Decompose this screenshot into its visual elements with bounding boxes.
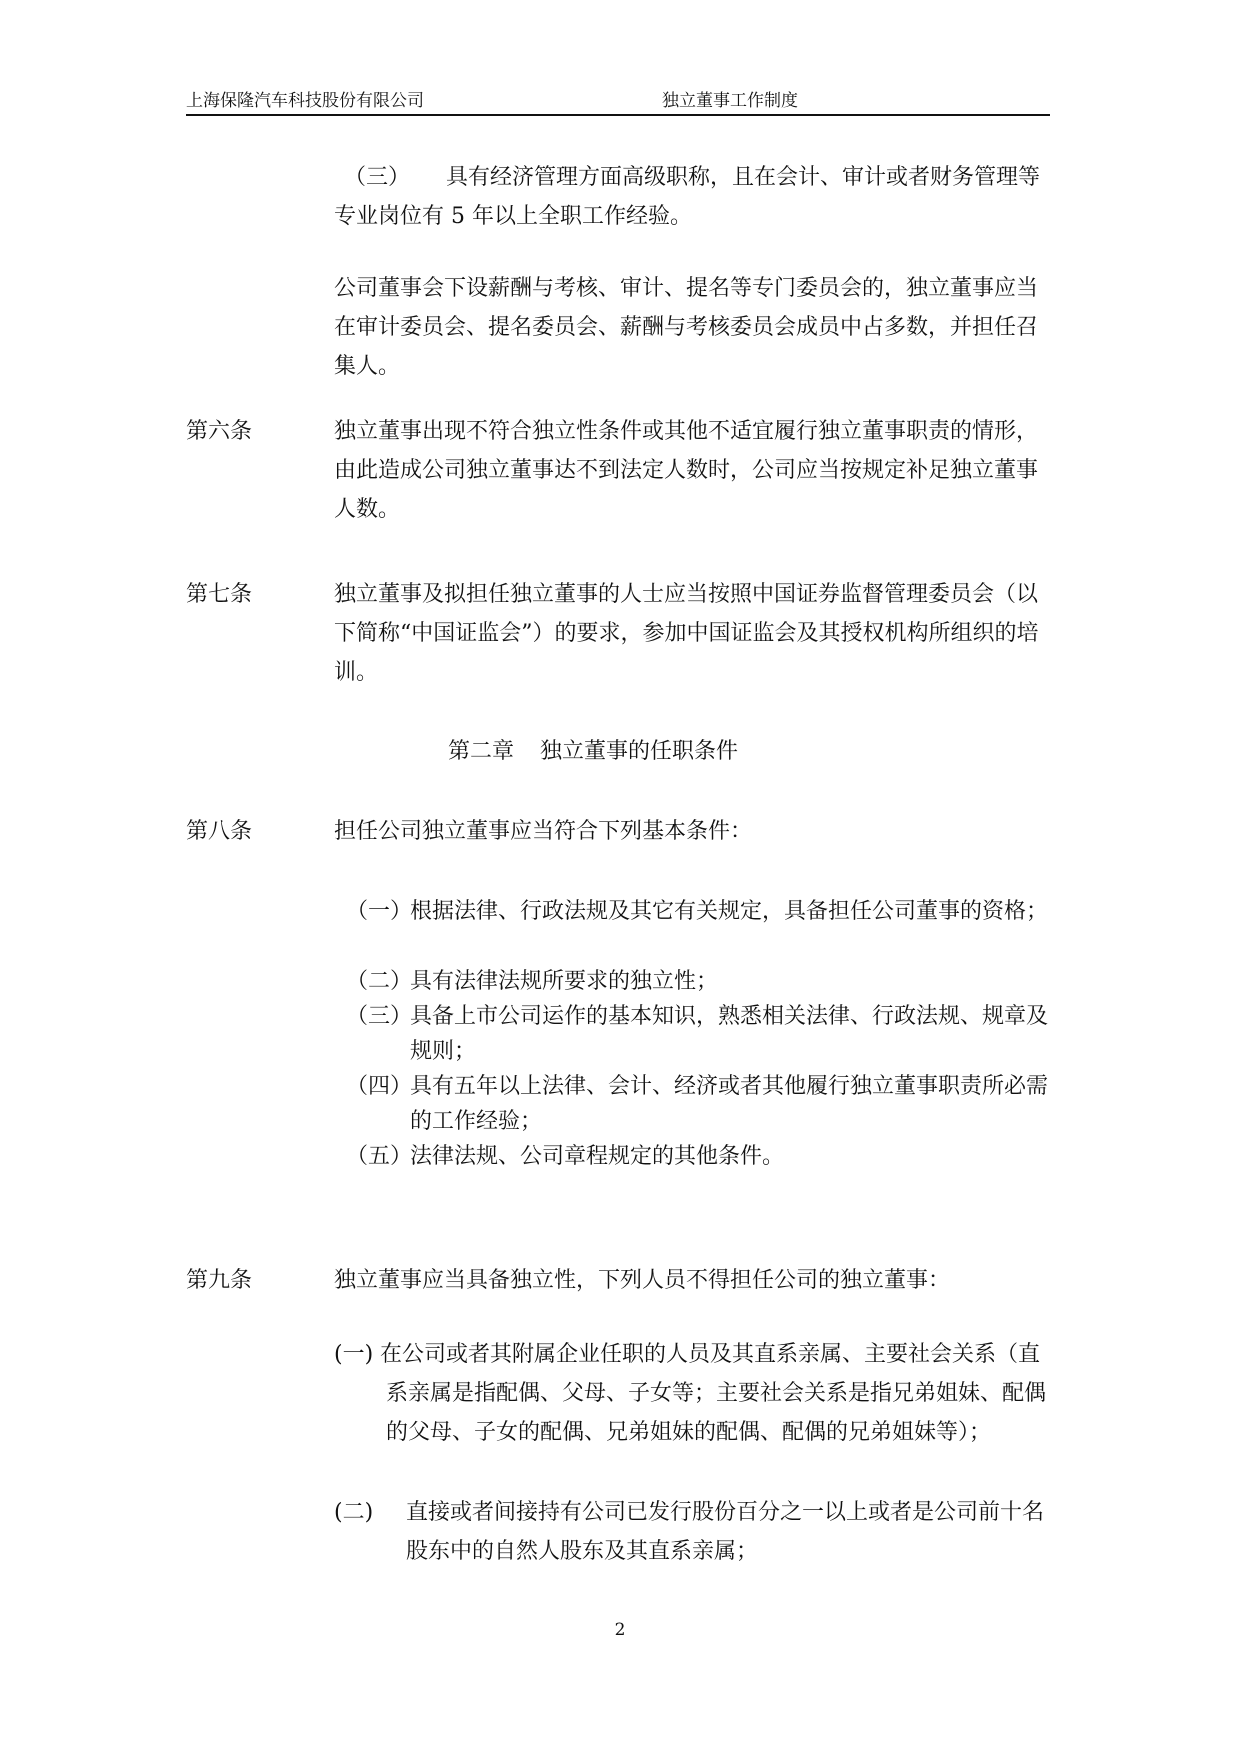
list-item-text: 根据法律、行政法规及其它有关规定，具备担任公司董事的资格；: [410, 899, 1049, 924]
continued-item-text: 具有经济管理方面高级职称，且在会计、审计或者财务管理等专业岗位有 5 年以上全职工作经验。: [334, 165, 1041, 229]
list-item: [346, 964, 1050, 999]
chapter-title: 独立董事的任职条件: [540, 739, 739, 764]
article-9-label: 第九条: [186, 1268, 253, 1293]
continued-item: [334, 158, 1050, 236]
list-item: [334, 1335, 1054, 1452]
list-item-number: （三）: [346, 1004, 413, 1029]
list-item-text: 具有法律法规所要求的独立性；: [410, 969, 719, 994]
page-header: [186, 86, 1050, 116]
article-6-text: 独立董事出现不符合独立性条件或其他不适宜履行独立董事职责的情形，由此造成公司独立董事达不到法定人数时，公司应当按规定补足独立董事人数。: [334, 419, 1039, 522]
list-item: [346, 1069, 1050, 1139]
list-item: [346, 894, 1050, 929]
chapter-number: 第二章: [448, 739, 515, 764]
header-company: 上海保隆汽车科技股份有限公司: [186, 91, 424, 111]
article-8-text: 担任公司独立董事应当符合下列基本条件：: [334, 819, 753, 844]
page-number: 2: [614, 1620, 626, 1640]
article-9-text: 独立董事应当具备独立性，下列人员不得担任公司的独立董事：: [334, 1268, 951, 1293]
continued-item-number: （三）: [344, 165, 411, 190]
header-doc-title: 独立董事工作制度: [662, 91, 798, 111]
chapter-heading: [448, 732, 738, 771]
list-item-text: 具备上市公司运作的基本知识，熟悉相关法律、行政法规、规章及规则；: [410, 1004, 1049, 1064]
list-item-number: （一）: [346, 899, 413, 924]
committee-paragraph: 公司董事会下设薪酬与考核、审计、提名等专门委员会的，独立董事应当在审计委员会、提名委员会、薪酬与考核委员会成员中占多数，并担任召集人。: [334, 276, 1039, 379]
list-item-number: （五）: [346, 1144, 413, 1169]
article-7-text: 独立董事及拟担任独立董事的人士应当按照中国证券监督管理委员会（以下简称“中国证监会”）的要求，参加中国证监会及其授权机构所组织的培训。: [334, 582, 1039, 685]
list-item: [334, 1493, 1054, 1571]
list-item-number: (一): [334, 1342, 374, 1367]
list-item-text: 在公司或者其附属企业任职的人员及其直系亲属、主要社会关系（直系亲属是指配偶、父母、子女等；主要社会关系是指兄弟姐妹、配偶的父母、子女的配偶、兄弟姐妹的配偶、配偶的兄弟姐妹等）；: [380, 1342, 1047, 1445]
list-item: [346, 1139, 1050, 1174]
list-item-number: （二）: [346, 969, 413, 994]
article-8-label: 第八条: [186, 819, 253, 844]
list-item-text: 直接或者间接持有公司已发行股份百分之一以上或者是公司前十名股东中的自然人股东及其直系亲属；: [406, 1500, 1045, 1564]
list-item-text: 具有五年以上法律、会计、经济或者其他履行独立董事职责所必需的工作经验；: [410, 1074, 1049, 1134]
list-item: [346, 999, 1050, 1069]
article-7-label: 第七条: [186, 582, 253, 607]
article-6-label: 第六条: [186, 419, 253, 444]
list-item-number: （四）: [346, 1074, 413, 1099]
list-item-number: (二): [334, 1500, 374, 1525]
list-item-text: 法律法规、公司章程规定的其他条件。: [410, 1144, 785, 1169]
